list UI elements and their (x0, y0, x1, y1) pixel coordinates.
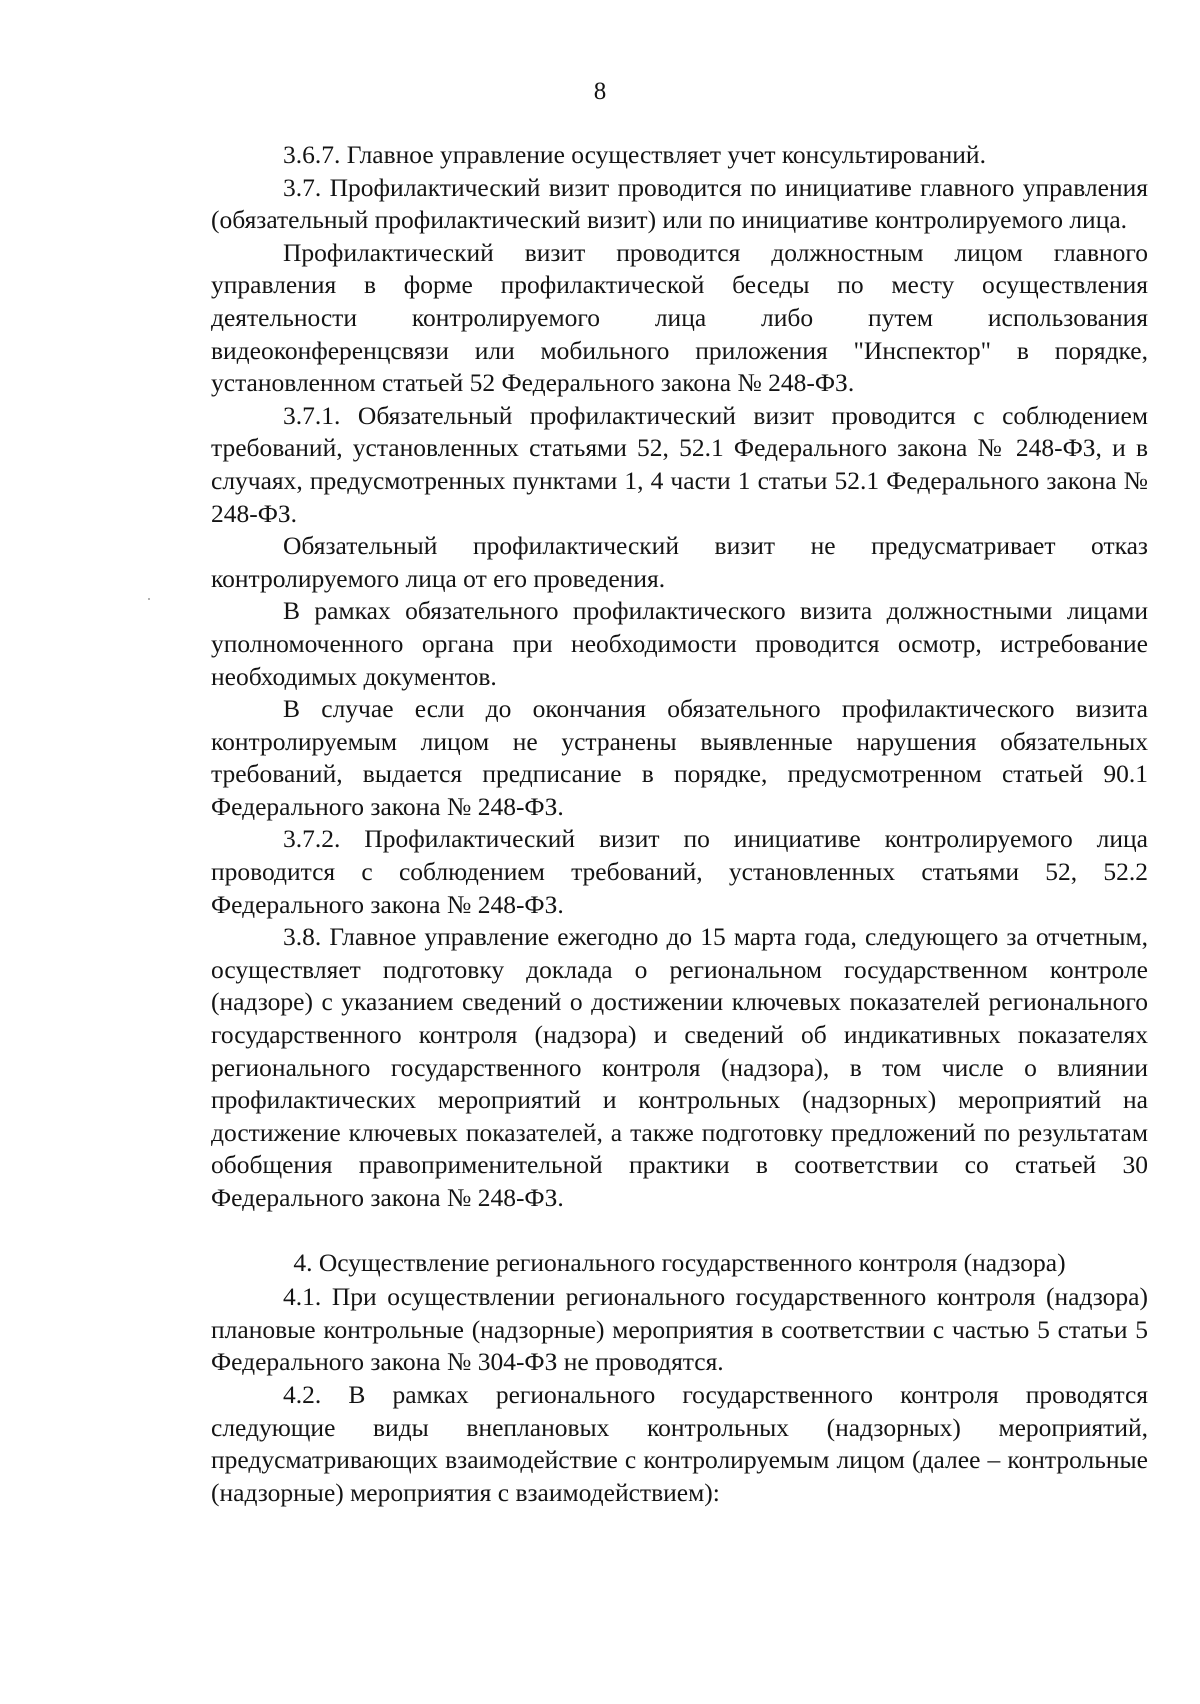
paragraph-inspection: В рамках обязательного профилактического визита должностными лицами уполномоченного органа при необходимости проводится осмотр, истребование необходимых документов. (211, 596, 1148, 691)
page-number: 8 (593, 78, 607, 105)
paragraph-3-7: 3.7. Профилактический визит проводится по инициативе главного управления (обязательный профилактический визит) или по инициативе контролируемого лица. (211, 172, 1148, 235)
section-heading: 4. Осуществление регионального государственного контроля (надзора) (293, 1247, 1066, 1277)
paragraph-no-refusal: Обязательный профилактический визит не предусматривает отказ контролируемого лица от его проведения. (211, 531, 1148, 593)
paragraph-4-2: 4.2. В рамках регионального государственного контроля проводятся следующие виды внеплановых контрольных (надзорных) мероприятий, предусматривающих взаимодействие с контролируемым лицом (далее – контрольные (надзорные) мероприятия с взаимодействием): (211, 1379, 1148, 1507)
scan-speck (148, 598, 150, 600)
paragraph-4-1: 4.1. При осуществлении регионального государственного контроля (надзора) плановые контрольные (надзорные) мероприятия в соответствии с частью 5 статьи 5 Федерального закона № 304-ФЗ не проводятся. (211, 1282, 1148, 1377)
paragraph-prescription: В случае если до окончания обязательного профилактического визита контролируемым лицом не устранены выявленные нарушения обязательных требований, выдается предписание в порядке, предусмотренном статьей 90.1 Федерального закона № 248-ФЗ. (211, 694, 1148, 821)
paragraph-3-6-7: 3.6.7. Главное управление осуществляет учет консультирований. (283, 140, 986, 169)
paragraph-3-7-2: 3.7.2. Профилактический визит по инициативе контролируемого лица проводится с соблюдением требований, установленных статьями 52, 52.2 Федерального закона № 248-ФЗ. (211, 824, 1148, 919)
paragraph-3-7-1: 3.7.1. Обязательный профилактический визит проводится с соблюдением требований, установленных статьями 52, 52.1 Федерального закона № 248-ФЗ, и в случаях, предусмотренных пунктами 1, 4 части 1 статьи 52.1 Федерального закона № 248-ФЗ. (211, 400, 1148, 528)
document-body (211, 139, 1148, 1509)
paragraph-3-8: 3.8. Главное управление ежегодно до 15 марта года, следующего за отчетным, осуществляет подготовку доклада о региональном государственном контроле (надзоре) с указанием сведений о достижении ключевых показателей регионального государственного контроля (надзора) и сведений об индикативных показателях регионального государственного контроля (надзора), в том числе о влиянии профилактических мероприятий и контрольных (надзорных) мероприятий на достижение ключевых показателей, а также подготовку предложений по результатам обобщения правоприменительной практики в соответствии со статьей 30 Федерального закона № 248-ФЗ. (211, 922, 1148, 1212)
paragraph-visit-procedure: Профилактический визит проводится должностным лицом главного управления в форме профилактической беседы по месту осуществления деятельности контролируемого лица либо путем использования видеоконференцсвязи или мобильного приложения "Инспектор" в порядке, установленном статьей 52 Федерального закона № 248-ФЗ. (211, 237, 1148, 398)
